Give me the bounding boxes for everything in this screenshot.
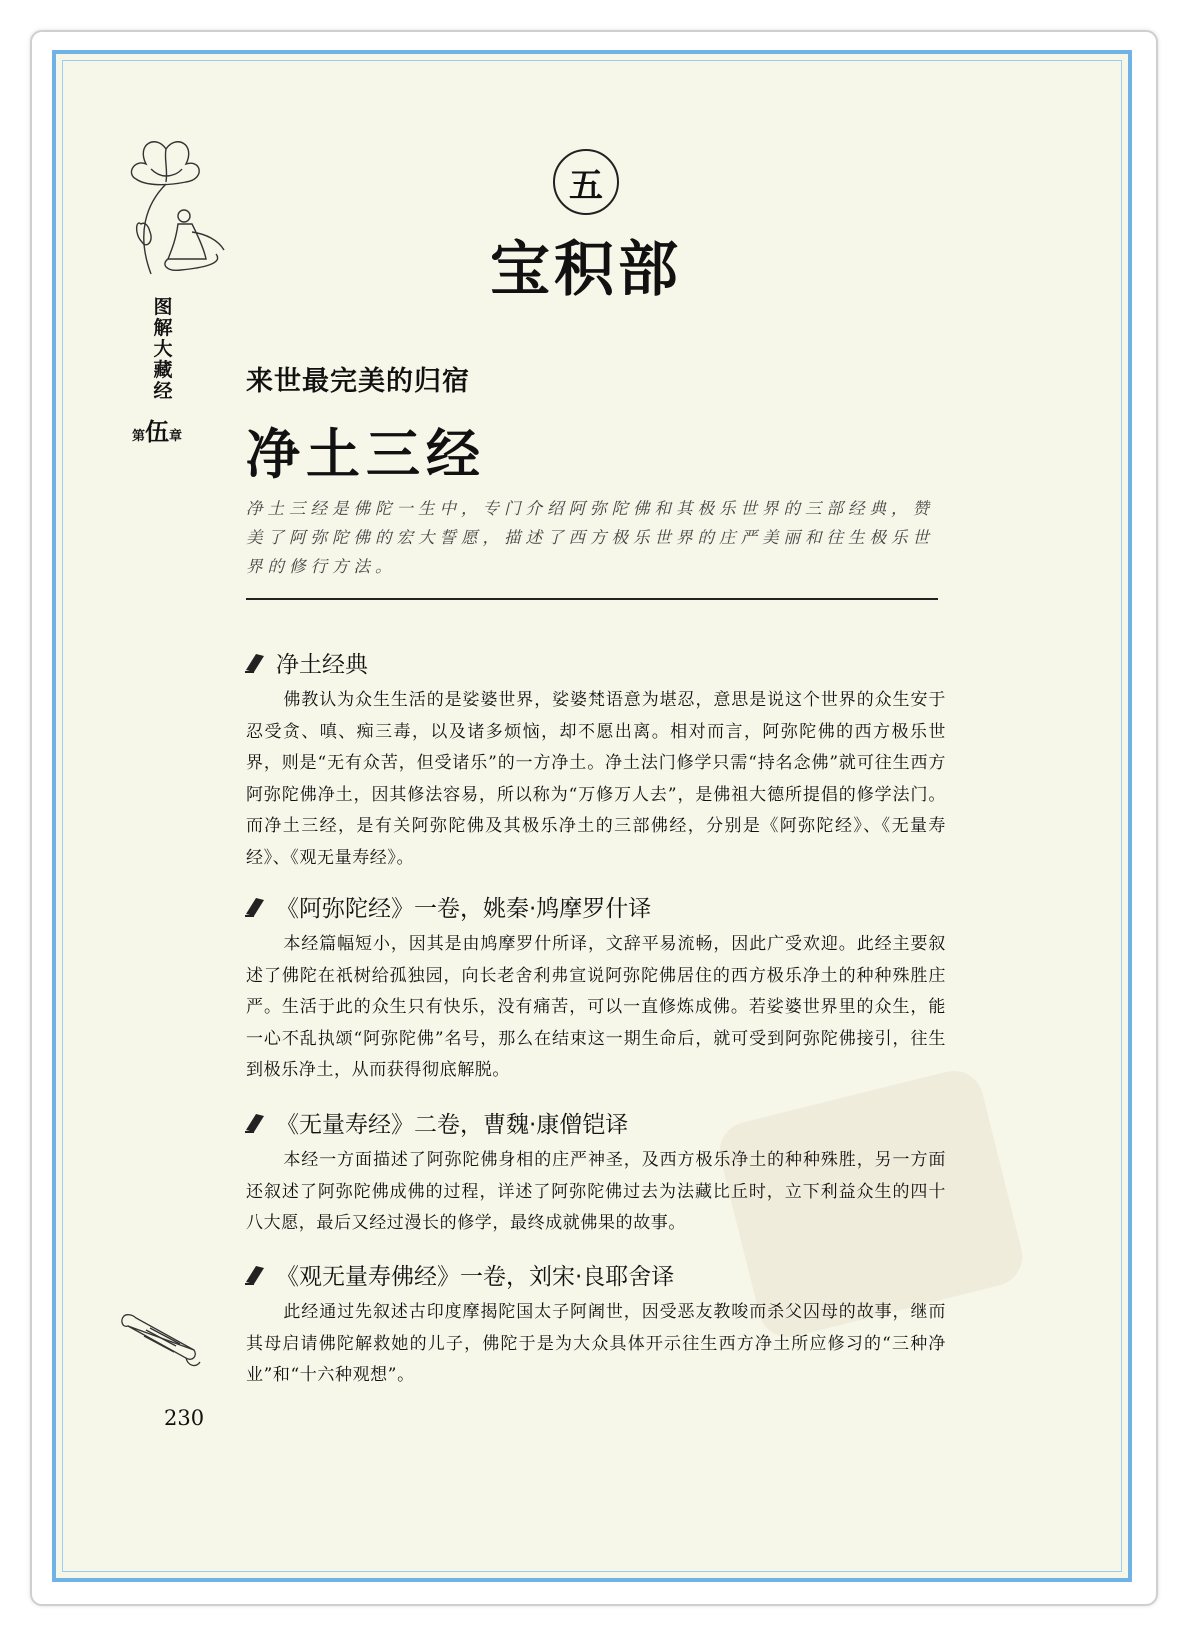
chapter-label [132, 412, 182, 447]
section-heading-text: 《阿弥陀经》一卷，姚秦·鸠摩罗什译 [276, 896, 652, 922]
section-body: 本经篇幅短小，因其是由鸠摩罗什所译，文辞平易流畅，因此广受欢迎。此经主要叙述了佛陀在祇树给孤独园，向长老舍利弗宣说阿弥陀佛居住的西方极乐净土的种种殊胜庄严。生活于此的众生只有快乐，没有痛苦，可以一直修炼成佛。若娑婆世界里的众生，能一心不乱执颂“阿弥陀佛”名号，那么在结束这一期生命后，就可受到阿弥陀佛接引，往生到极乐净土，从而获得彻底解脱。 [246, 934, 946, 1080]
scroll-bullet-icon [242, 650, 268, 676]
section-body: 此经通过先叙述古印度摩揭陀国太子阿阇世，因受恶友教唆而杀父囚母的故事，继而其母启请佛陀解救她的儿子，佛陀于是为大众具体开示往生西方净土所应修习的“三种净业”和“十六种观想”。 [246, 1302, 946, 1385]
book-page [52, 50, 1132, 1582]
section-heading [242, 646, 946, 679]
section-heading-text: 净土经典 [276, 652, 368, 678]
section-title: 宝积部 [490, 235, 682, 305]
section-body: 佛教认为众生生活的是娑婆世界，娑婆梵语意为堪忍，意思是说这个世界的众生安于忍受贪、嗔、痴三毒，以及诸多烦恼，却不愿出离。相对而言，阿弥陀佛的西方极乐世界，则是“无有众苦，但受诸乐”的一方净土。净土法门修学只需“持名念佛”就可往生西方阿弥陀佛净土，因其修法容易，所以称为“万修万人去”，是佛祖大德所提倡的修学法门。而净土三经，是有关阿弥陀佛及其极乐净土的三部佛经，分别是《阿弥陀经》、《无量寿经》、《观无量寿经》。 [246, 690, 946, 868]
section-heading [242, 1106, 946, 1139]
article-subtitle: 来世最完美的归宿 [246, 366, 470, 397]
article-title: 净土三经 [246, 422, 486, 486]
section-heading [242, 890, 946, 923]
page-number: 230 [164, 1406, 205, 1430]
series-title-vertical: 图 解 大 藏 经 [153, 296, 173, 402]
section-block [246, 1106, 946, 1240]
scroll-bullet-icon [242, 1110, 268, 1136]
article-intro: 净土三经是佛陀一生中，专门介绍阿弥陀佛和其极乐世界的三部经典，赞美了阿弥陀佛的宏大誓愿，描述了西方极乐世界的庄严美丽和往生极乐世界的修行方法。 [246, 499, 934, 576]
section-heading [242, 1258, 946, 1291]
section-heading-text: 《无量寿经》二卷，曹魏·康僧铠译 [276, 1112, 629, 1138]
divider-rule [246, 598, 938, 600]
chapter-number: 伍 [145, 418, 170, 446]
section-block [246, 646, 946, 874]
scroll-bullet-icon [242, 1262, 268, 1288]
lotus-figure-illustration [106, 124, 236, 284]
chapter-prefix: 第 [132, 429, 146, 444]
section-body: 本经一方面描述了阿弥陀佛身相的庄严神圣，及西方极乐净土的种种殊胜，另一方面还叙述了阿弥陀佛成佛的过程，详述了阿弥陀佛过去为法藏比丘时，立下利益众生的四十八大愿，最后又经过漫长的修学，最终成就佛果的故事。 [246, 1150, 946, 1233]
section-block [246, 890, 946, 1087]
section-block [246, 1258, 946, 1392]
chapter-suffix: 章 [169, 429, 183, 444]
section-heading-text: 《观无量寿佛经》一卷，刘宋·良耶舍译 [276, 1264, 675, 1290]
scroll-bullet-icon [242, 894, 268, 920]
scroll-illustration [116, 1306, 206, 1376]
chapter-numeral-badge: 五 [553, 149, 619, 215]
